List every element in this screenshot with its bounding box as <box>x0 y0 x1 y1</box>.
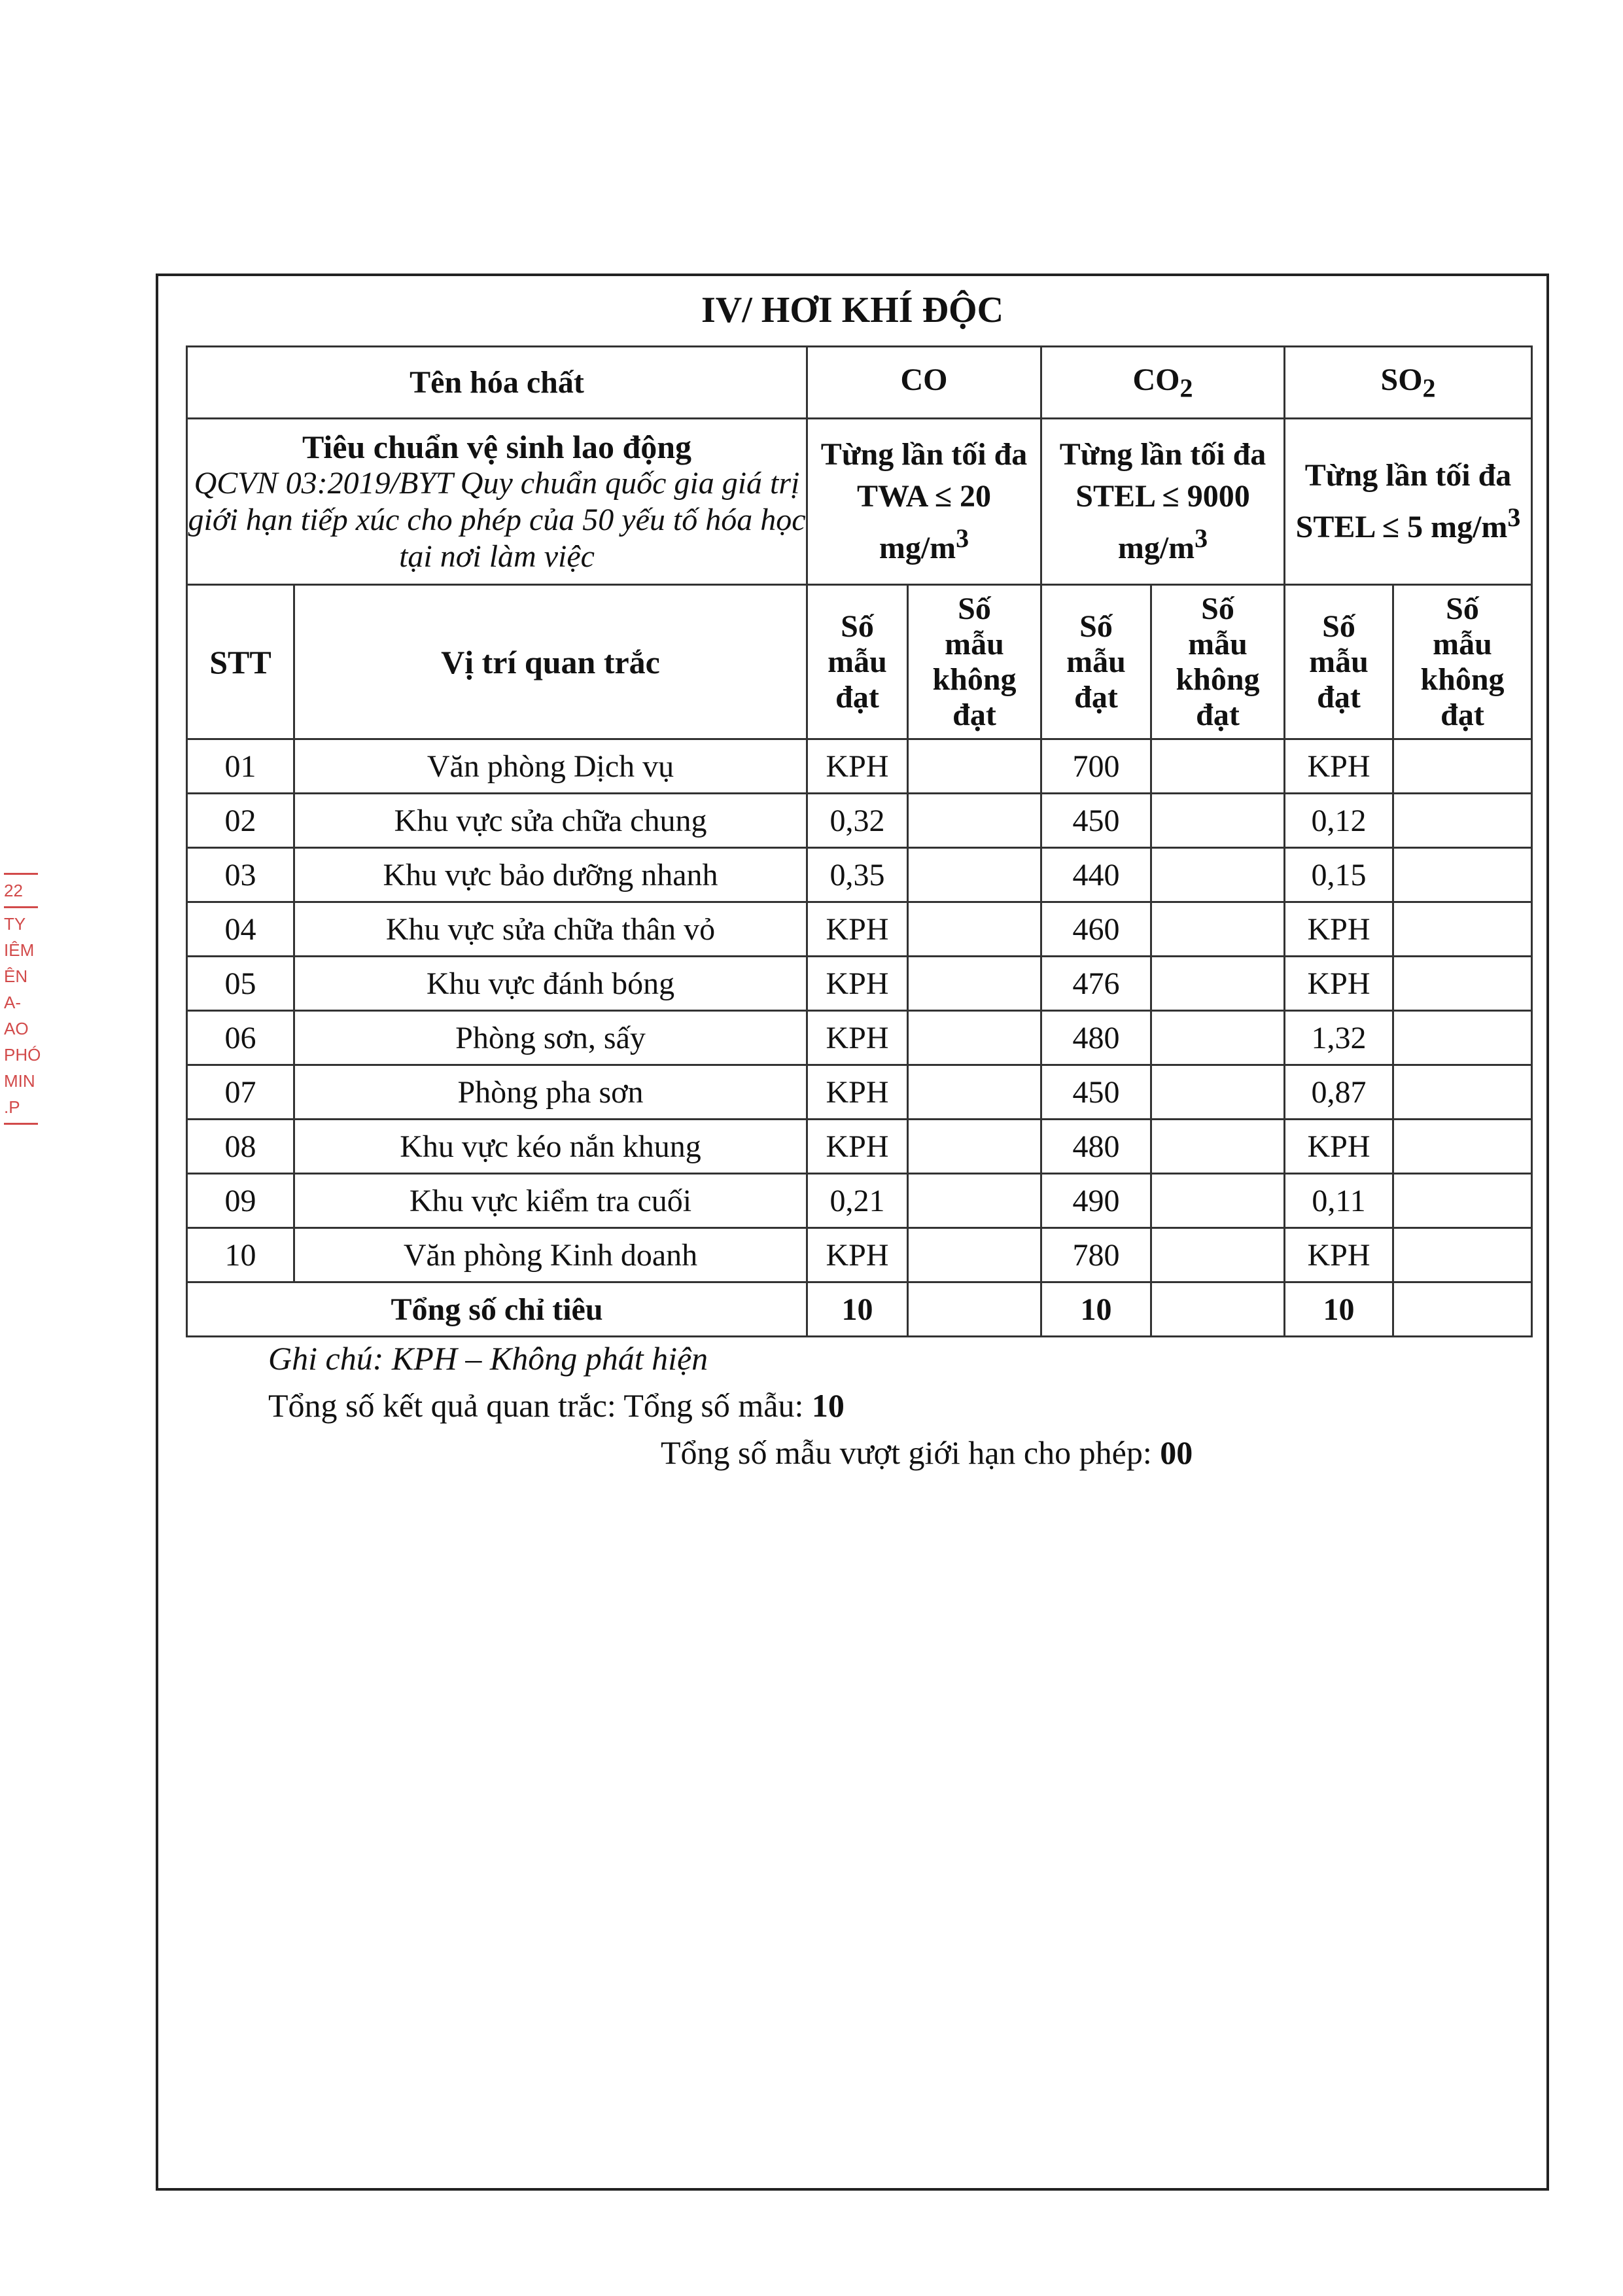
so2-total: 10 <box>1285 1282 1393 1337</box>
stt-header: STT <box>187 585 294 739</box>
fail-header: Số mẫu không đạt <box>908 585 1041 739</box>
co-fail <box>908 1065 1041 1120</box>
standard-title: Tiêu chuẩn vệ sinh lao động <box>302 428 692 465</box>
co-fail <box>908 1174 1041 1228</box>
co2-value: 780 <box>1041 1228 1151 1282</box>
table-row <box>187 848 1532 902</box>
co-fail <box>908 739 1041 794</box>
co2-value: 700 <box>1041 739 1151 794</box>
row-stt: 07 <box>187 1065 294 1120</box>
so2-fail <box>1393 1065 1532 1120</box>
co-fail <box>908 1228 1041 1282</box>
row-location: Văn phòng Kinh doanh <box>294 1228 807 1282</box>
stamp-text: AO <box>4 1019 29 1038</box>
chemical-name-header: Tên hóa chất <box>187 347 807 419</box>
fail-header: Số mẫu không đạt <box>1393 585 1532 739</box>
pass-header: Số mẫu đạt <box>807 585 908 739</box>
so2-fail <box>1393 1228 1532 1282</box>
row-stt: 02 <box>187 794 294 848</box>
chemical-co2: $CO_2$ <box>1041 347 1285 419</box>
co-value: KPH <box>807 1120 908 1174</box>
so2-value: KPH <box>1285 1228 1393 1282</box>
row-location: Khu vực sửa chữa thân vỏ <box>294 902 807 957</box>
so2-fail <box>1393 848 1532 902</box>
co-total: 10 <box>807 1282 908 1337</box>
pass-header: Số mẫu đạt <box>1041 585 1151 739</box>
limit-co2: Từng lần tối đa STEL ≤ 9000 $mg/m^3$ <box>1041 419 1285 585</box>
fail-header: Số mẫu không đạt <box>1151 585 1285 739</box>
row-stt: 03 <box>187 848 294 902</box>
so2-value: KPH <box>1285 957 1393 1011</box>
stamp-text: MIN <box>4 1071 35 1091</box>
stamp-text: .P <box>4 1097 20 1117</box>
co2-fail <box>1151 1228 1285 1282</box>
table-row <box>187 1065 1532 1120</box>
co-fail-total <box>908 1282 1041 1337</box>
so2-value: KPH <box>1285 902 1393 957</box>
so2-value: 0,15 <box>1285 848 1393 902</box>
co-value: 0,32 <box>807 794 908 848</box>
table-row <box>187 739 1532 794</box>
header-row-standard <box>187 419 1532 585</box>
limit-so2: Từng lần tối đa STEL ≤ 5 $mg/m^3$ <box>1285 419 1532 585</box>
table-row <box>187 1174 1532 1228</box>
co2-fail <box>1151 1065 1285 1120</box>
co2-fail <box>1151 739 1285 794</box>
so2-value: 1,32 <box>1285 1011 1393 1065</box>
row-location: Phòng sơn, sấy <box>294 1011 807 1065</box>
co2-fail-total <box>1151 1282 1285 1337</box>
row-location: Phòng pha sơn <box>294 1065 807 1120</box>
co2-fail <box>1151 794 1285 848</box>
row-location: Khu vực kiểm tra cuối <box>294 1174 807 1228</box>
stamp-text: 22 <box>4 881 23 900</box>
co2-fail <box>1151 902 1285 957</box>
co-value: 0,21 <box>807 1174 908 1228</box>
co-fail <box>908 794 1041 848</box>
table-row <box>187 957 1532 1011</box>
row-stt: 09 <box>187 1174 294 1228</box>
so2-value: KPH <box>1285 1120 1393 1174</box>
notes-block <box>268 1335 1193 1476</box>
co-value: KPH <box>807 1065 908 1120</box>
co2-fail <box>1151 1174 1285 1228</box>
red-stamp-fragment <box>4 870 43 1127</box>
totals-label: Tổng số chỉ tiêu <box>187 1282 807 1337</box>
table-row <box>187 902 1532 957</box>
co-fail <box>908 1011 1041 1065</box>
chemical-co: CO <box>807 347 1041 419</box>
co-fail <box>908 848 1041 902</box>
note-kph: Ghi chú: KPH – Không phát hiện <box>268 1340 708 1377</box>
co2-value: 490 <box>1041 1174 1151 1228</box>
section-title: IV/ HƠI KHÍ ĐỘC <box>701 290 1004 330</box>
co2-fail <box>1151 1120 1285 1174</box>
so2-fail <box>1393 794 1532 848</box>
document-frame <box>156 274 1549 2191</box>
table-row <box>187 1011 1532 1065</box>
row-location: Văn phòng Dịch vụ <box>294 739 807 794</box>
row-location: Khu vực đánh bóng <box>294 957 807 1011</box>
co-value: KPH <box>807 902 908 957</box>
co-value: KPH <box>807 1011 908 1065</box>
co2-fail <box>1151 1011 1285 1065</box>
row-stt: 04 <box>187 902 294 957</box>
header-row-columns <box>187 585 1532 739</box>
so2-value: 0,11 <box>1285 1174 1393 1228</box>
co2-value: 480 <box>1041 1120 1151 1174</box>
toxic-gas-table <box>186 345 1533 1337</box>
co-value: KPH <box>807 1228 908 1282</box>
row-location: Khu vực bảo dưỡng nhanh <box>294 848 807 902</box>
standard-description: QCVN 03:2019/BYT Quy chuẩn quốc gia giá trị giới hạn tiếp xúc cho phép của 50 yếu tố hóa học tại nơi làm việc <box>188 465 806 574</box>
co2-fail <box>1151 848 1285 902</box>
totals-row <box>187 1282 1532 1337</box>
stamp-text: TY <box>4 914 26 934</box>
limit-co: Từng lần tối đa TWA ≤ 20 $mg/m^3$ <box>807 419 1041 585</box>
co2-value: 476 <box>1041 957 1151 1011</box>
stamp-text: ÊN A- <box>4 966 28 1012</box>
so2-fail <box>1393 1011 1532 1065</box>
note-total-samples: Tổng số kết quả quan trắc: Tổng số mẫu: 10 <box>268 1387 845 1424</box>
co2-value: 440 <box>1041 848 1151 902</box>
co2-value: 460 <box>1041 902 1151 957</box>
co-fail <box>908 902 1041 957</box>
table-row <box>187 1120 1532 1174</box>
co2-fail <box>1151 957 1285 1011</box>
co2-total: 10 <box>1041 1282 1151 1337</box>
stamp-text: IÊM <box>4 940 35 960</box>
so2-value: KPH <box>1285 739 1393 794</box>
row-stt: 08 <box>187 1120 294 1174</box>
row-stt: 06 <box>187 1011 294 1065</box>
row-location: Khu vực sửa chữa chung <box>294 794 807 848</box>
standard-cell <box>187 419 807 585</box>
co-fail <box>908 1120 1041 1174</box>
row-stt: 10 <box>187 1228 294 1282</box>
row-location: Khu vực kéo nắn khung <box>294 1120 807 1174</box>
stamp-text: PHÓ <box>4 1045 41 1065</box>
co2-value: 450 <box>1041 794 1151 848</box>
co-value: 0,35 <box>807 848 908 902</box>
header-row-chemicals <box>187 347 1532 419</box>
note-exceeded-samples: Tổng số mẫu vượt giới hạn cho phép: 00 <box>661 1434 1193 1471</box>
so2-fail <box>1393 1174 1532 1228</box>
chemical-so2: $SO_2$ <box>1285 347 1532 419</box>
so2-fail <box>1393 957 1532 1011</box>
co2-value: 450 <box>1041 1065 1151 1120</box>
pass-header: Số mẫu đạt <box>1285 585 1393 739</box>
table-row <box>187 794 1532 848</box>
so2-value: 0,87 <box>1285 1065 1393 1120</box>
so2-fail <box>1393 902 1532 957</box>
co2-value: 480 <box>1041 1011 1151 1065</box>
so2-value: 0,12 <box>1285 794 1393 848</box>
co-value: KPH <box>807 739 908 794</box>
so2-fail-total <box>1393 1282 1532 1337</box>
row-stt: 05 <box>187 957 294 1011</box>
so2-fail <box>1393 1120 1532 1174</box>
so2-fail <box>1393 739 1532 794</box>
location-header: Vị trí quan trắc <box>294 585 807 739</box>
co-fail <box>908 957 1041 1011</box>
co-value: KPH <box>807 957 908 1011</box>
row-stt: 01 <box>187 739 294 794</box>
table-row <box>187 1228 1532 1282</box>
